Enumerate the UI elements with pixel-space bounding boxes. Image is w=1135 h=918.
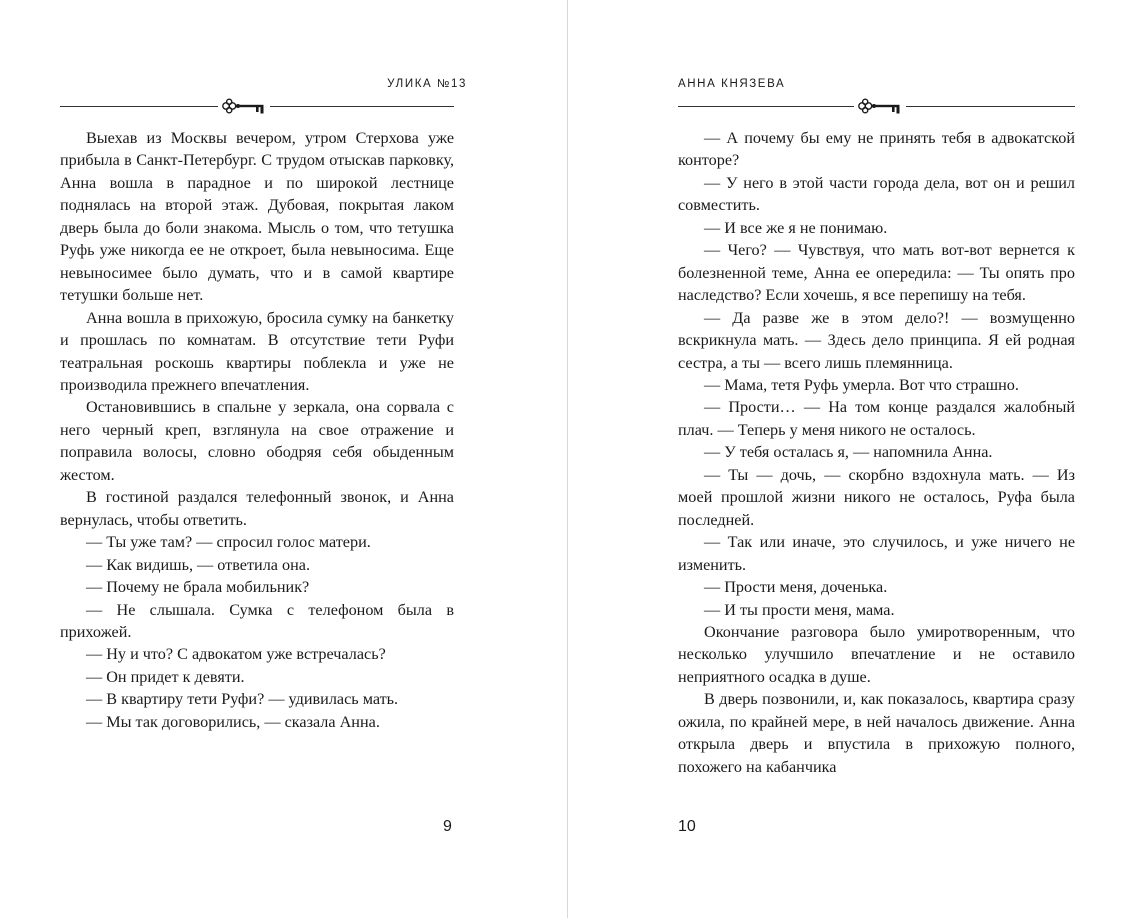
paragraph: — Прости меня, доченька. xyxy=(704,578,888,597)
paragraph: — Ну и что? С адвокатом уже встречалась? xyxy=(86,645,386,664)
paragraph: Окончание разговора было умиротворенным, что несколько улучшило впечатление и не оставило неприятного осадка в душе. xyxy=(678,622,1075,686)
paragraph: — Ты уже там? — спросил голос матери. xyxy=(86,533,371,552)
paragraph: — Так или иначе, это случилось, и уже ничего не изменить. xyxy=(678,533,1075,574)
right-page xyxy=(568,0,1135,918)
key-ornament-icon xyxy=(854,96,906,116)
paragraph: — Прости… — На том конце раздался жалобный плач. — Теперь у меня никого не осталось. xyxy=(678,398,1075,439)
paragraph: — Почему не брала мобильник? xyxy=(86,578,310,597)
left-page xyxy=(0,0,567,918)
paragraph: — В квартиру тети Руфи? — удивилась мать. xyxy=(86,690,399,709)
paragraph: — Да разве же в этом дело?! — возмущенно вскрикнула мать. — Здесь дело принципа. Я ей родная сестра, а ты — всего лишь племянница. xyxy=(678,308,1075,372)
paragraph: — Он придет к девяти. xyxy=(86,667,245,686)
paragraph: Остановившись в спальне у зеркала, она сорвала с него черный креп, взглянула на свое отражение и поправила волосы, словно ободряя себя обыденным жестом. xyxy=(60,398,454,484)
paragraph: — Не слышала. Сумка с телефоном была в прихожей. xyxy=(60,600,454,641)
paragraph: В гостиной раздался телефонный звонок, и Анна вернулась, чтобы ответить. xyxy=(60,488,454,529)
key-ornament-icon xyxy=(218,96,270,116)
body-text xyxy=(60,127,454,733)
paragraph: — Мы так договорились, — сказала Анна. xyxy=(86,712,380,731)
paragraph: — У тебя осталась я, — напомнила Анна. xyxy=(704,443,993,462)
running-head-book-title: УЛИКА №13 xyxy=(387,78,467,90)
paragraph: — И ты прости меня, мама. xyxy=(704,600,895,619)
paragraph: — Как видишь, — ответила она. xyxy=(86,555,311,574)
page-number: 9 xyxy=(443,818,452,835)
running-head-author: АННА КНЯЗЕВА xyxy=(678,78,786,90)
paragraph: — Ты — дочь, — скорбно вздохнула мать. — Из моей прошлой жизни никого не осталось, Руфа была последней. xyxy=(678,465,1075,529)
paragraph: Анна вошла в прихожую, бросила сумку на банкетку и прошлась по комнатам. В отсутствие тети Руфи театральная роскошь квартиры поблекла и уже не производила прежнего впечатления. xyxy=(60,308,454,394)
paragraph: — Чего? — Чувствуя, что мать вот-вот вернется к болезненной теме, Анна ее опередила: — Ты опять про наследство? Если хочешь, я все перепишу на тебя. xyxy=(678,241,1075,305)
paragraph: В дверь позвонили, и, как показалось, квартира сразу ожила, по крайней мере, в ней началось движение. Анна открыла дверь и впустила в прихожую полного, похожего на кабанчика xyxy=(678,690,1075,776)
paragraph: — Мама, тетя Руфь умерла. Вот что страшно. xyxy=(704,375,1019,394)
paragraph: — У него в этой части города дела, вот он и решил совместить. xyxy=(678,173,1075,215)
page-number: 10 xyxy=(678,818,696,835)
paragraph: — И все же я не понимаю. xyxy=(704,218,888,237)
body-text xyxy=(678,127,1075,778)
paragraph: — А почему бы ему не принять тебя в адвокатской конторе? xyxy=(678,129,1075,170)
paragraph: Выехав из Москвы вечером, утром Стерхова уже прибыла в Санкт-Петербург. С трудом отыскав парковку, Анна вошла в парадное и по широкой лестнице поднялась на второй этаж. Дубовая, покрытая лаком дверь была до боли знакома. Мысль о том, что тетушка Руфь уже никогда ее не откроет, была невыносима. Еще невыносимее было думать, что и в самой квартире тетушки больше нет. xyxy=(60,129,454,305)
